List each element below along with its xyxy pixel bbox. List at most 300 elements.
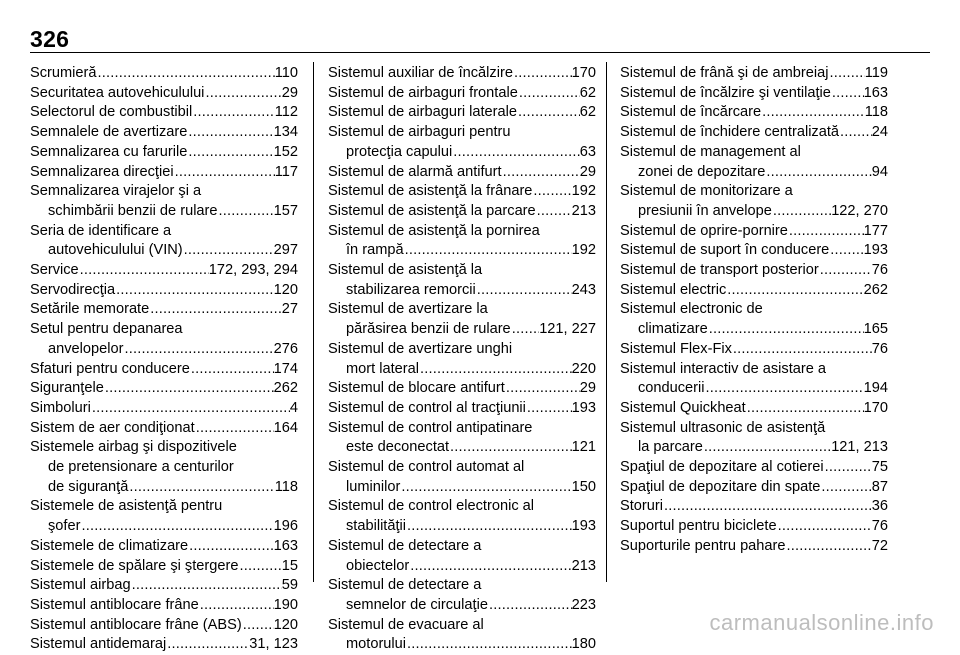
index-entry (30, 123, 298, 143)
entry-term: Sistemul de detectare a (328, 537, 482, 554)
entry-term (30, 399, 298, 419)
entry-text: Sistemul antidemaraj (30, 636, 167, 653)
page-reference: 59 (281, 577, 298, 594)
page-reference: 220 (571, 360, 596, 377)
dot-leader (97, 64, 275, 84)
index-entry (30, 576, 298, 596)
page-reference: 118 (864, 104, 888, 121)
entry-term (620, 64, 888, 84)
entry-text: la parcare (638, 439, 703, 456)
index-entry (620, 64, 888, 84)
index-entry (30, 419, 298, 439)
entry-text: Sistemul de încălzire şi ventilaţie (620, 84, 831, 101)
page-reference: 110 (274, 65, 298, 81)
entry-term: Sistemul de control automat al (328, 459, 525, 476)
page-reference: 157 (273, 202, 298, 219)
entry-term (30, 537, 298, 557)
entry-text: Selectorul de combustibil (30, 104, 193, 121)
index-entry (30, 360, 298, 380)
page-reference: 190 (273, 596, 298, 613)
dot-leader (104, 379, 274, 399)
page-reference: 174 (273, 360, 298, 377)
page-reference: 121, 213 (831, 439, 888, 456)
entry-term (620, 222, 888, 242)
page-reference: 87 (871, 478, 888, 495)
index-entry (30, 399, 298, 419)
dot-leader (406, 517, 572, 537)
entry-term (620, 241, 888, 261)
index-entry (30, 320, 298, 359)
page-reference: 196 (273, 518, 298, 535)
entry-term-continuation (328, 438, 596, 458)
entry-text: este deconectat (346, 439, 450, 456)
entry-term-continuation (328, 478, 596, 498)
entry-term-continuation (328, 320, 596, 340)
index-entry (620, 537, 888, 557)
index-entry (620, 222, 888, 242)
entry-text: Suporturile pentru pahare (620, 537, 786, 554)
page-reference: 180 (571, 636, 596, 653)
dot-leader (839, 123, 872, 143)
dot-leader (404, 241, 572, 261)
index-entry (328, 123, 596, 162)
entry-text: Sistemul de încărcare (620, 104, 762, 121)
dot-leader (115, 281, 273, 301)
index-entry (620, 261, 888, 281)
dot-leader (788, 222, 864, 242)
dot-leader (166, 635, 249, 655)
entry-text: luminilor (346, 478, 401, 495)
index-entry (30, 596, 298, 616)
dot-leader (419, 360, 572, 380)
dot-leader (824, 458, 872, 478)
entry-term (30, 360, 298, 380)
index-column-1 (30, 64, 298, 655)
entry-term: Sistemele de asistenţă pentru (30, 498, 223, 515)
entry-text: Sistemul de frână şi de ambreiaj (620, 65, 829, 81)
entry-text: Sistemul de alarmă antifurt (328, 163, 502, 180)
page-reference: 29 (579, 163, 596, 180)
entry-text: Sistemul de suport în conducere (620, 242, 830, 259)
dot-leader (726, 281, 863, 301)
dot-leader (505, 379, 580, 399)
page-reference: 122, 270 (831, 202, 888, 219)
entry-term (30, 163, 298, 183)
entry-text: stabilităţii (346, 518, 407, 535)
entry-term (30, 84, 298, 104)
entry-term (328, 182, 596, 202)
entry-term (328, 202, 596, 222)
entry-text: Sistemul antiblocare frâne (ABS) (30, 616, 242, 633)
entry-term (30, 419, 298, 439)
index-entry (620, 281, 888, 301)
entry-text: Sistemele de spălare şi ştergere (30, 557, 239, 574)
dot-leader (517, 103, 580, 123)
dot-leader (452, 143, 579, 163)
index-entry (30, 182, 298, 221)
index-entry (620, 84, 888, 104)
dot-leader (703, 438, 831, 458)
dot-leader (187, 123, 273, 143)
index-entry (328, 458, 596, 497)
dot-leader (188, 537, 273, 557)
page-reference: 193 (571, 399, 596, 416)
page-reference: 192 (571, 183, 596, 200)
page-reference: 27 (281, 301, 298, 318)
entry-term (328, 64, 596, 84)
index-entry (328, 103, 596, 123)
dot-leader (195, 419, 274, 439)
page-reference: 276 (273, 340, 298, 357)
index-entry (328, 64, 596, 84)
index-entry (30, 84, 298, 104)
entry-term: Sistemul ultrasonic de asistenţă (620, 419, 826, 436)
index-entry (328, 182, 596, 202)
entry-term (620, 458, 888, 478)
page-reference: 24 (871, 124, 888, 141)
entry-text: Spaţiul de depozitare din spate (620, 478, 821, 495)
dot-leader (502, 163, 580, 183)
entry-term (620, 281, 888, 301)
dot-leader (80, 517, 273, 537)
dot-leader (705, 379, 864, 399)
dot-leader (536, 202, 572, 222)
index-entry (328, 399, 596, 419)
index-entry (620, 123, 888, 143)
entry-term: Setul pentru depanarea (30, 321, 183, 338)
dot-leader (218, 202, 274, 222)
dot-leader (532, 182, 571, 202)
page-reference: 134 (273, 124, 298, 141)
entry-term: Sistemul de avertizare la (328, 301, 488, 318)
dot-leader (488, 596, 572, 616)
entry-text: Sistemul auxiliar de încălzire (328, 65, 513, 81)
dot-leader (772, 202, 831, 222)
index-entry (620, 340, 888, 360)
entry-text: Securitatea autovehiculului (30, 84, 205, 101)
dot-leader (91, 399, 290, 419)
entry-term-continuation (620, 438, 888, 458)
entry-text: şofer (48, 518, 81, 535)
page-reference: 63 (579, 143, 596, 160)
page-number: 326 (30, 26, 70, 52)
index-entry (30, 222, 298, 261)
entry-term (30, 300, 298, 320)
entry-text: Sistemul de asistenţă la parcare (328, 202, 536, 219)
entry-term (328, 399, 596, 419)
entry-text: de siguranţă (48, 478, 129, 495)
dot-leader (204, 84, 281, 104)
page-reference: 243 (571, 281, 596, 298)
entry-term (30, 103, 298, 123)
entry-text: obiectelor (346, 557, 410, 574)
page-reference: 163 (273, 537, 298, 554)
entry-term (620, 478, 888, 498)
dot-leader (831, 84, 864, 104)
index-entry (328, 300, 596, 339)
dot-leader (518, 84, 580, 104)
page-reference: 29 (281, 84, 298, 101)
entry-term-continuation (620, 320, 888, 340)
dot-leader (192, 103, 275, 123)
entry-term: Sistemul de control antipatinare (328, 419, 533, 436)
dot-leader (449, 438, 572, 458)
page-reference: 193 (571, 518, 596, 535)
page-reference: 121, 227 (539, 321, 596, 338)
index-entry (30, 163, 298, 183)
entry-text: Sistemul antiblocare frâne (30, 596, 199, 613)
index-entry (30, 379, 298, 399)
entry-text: autovehiculului (VIN) (48, 242, 183, 259)
entry-term (620, 103, 888, 123)
entry-term-continuation (328, 360, 596, 380)
page-reference: 177 (863, 222, 888, 239)
entry-text: Setările memorate (30, 301, 150, 318)
page-reference: 31, 123 (249, 636, 298, 653)
header-rule (30, 52, 930, 53)
index-entry (620, 478, 888, 498)
entry-term (30, 123, 298, 143)
page-reference: 75 (871, 459, 888, 476)
entry-term-continuation (620, 202, 888, 222)
entry-term (30, 379, 298, 399)
entry-text: Sistemul de airbaguri frontale (328, 84, 518, 101)
page-reference: 192 (571, 242, 596, 259)
dot-leader (183, 241, 274, 261)
index-entry (328, 419, 596, 458)
entry-text: Sistemul de airbaguri laterale (328, 104, 518, 121)
entry-term (620, 340, 888, 360)
entry-text: zonei de depozitare (638, 163, 766, 180)
entry-text: Sistemul de control al tracţiunii (328, 399, 526, 416)
index-entry (328, 202, 596, 222)
entry-term (620, 123, 888, 143)
page-reference: 15 (281, 557, 298, 574)
dot-leader (708, 320, 864, 340)
index-entry (620, 458, 888, 478)
index-entry (30, 300, 298, 320)
entry-term: Sistemul de monitorizare a (620, 183, 793, 200)
entry-text: Sfaturi pentru conducere (30, 360, 190, 377)
entry-term (30, 596, 298, 616)
column-divider (313, 62, 314, 582)
entry-term (30, 143, 298, 163)
page-reference: 297 (273, 242, 298, 259)
entry-text: anvelopelor (48, 340, 124, 357)
entry-text: Service (30, 262, 79, 279)
entry-term (620, 537, 888, 557)
index-entry (328, 261, 596, 300)
index-entry (328, 222, 596, 261)
entry-term (30, 635, 298, 655)
page-reference: 72 (871, 537, 888, 554)
entry-text: părăsirea benzii de rulare (346, 321, 511, 338)
entry-term (620, 497, 888, 517)
entry-text: Semnalele de avertizare (30, 124, 188, 141)
index-entry (30, 557, 298, 577)
page-reference: 262 (273, 380, 298, 397)
entry-text: Suportul pentru biciclete (620, 518, 777, 535)
page-reference: 165 (863, 321, 888, 338)
dot-leader (242, 616, 274, 636)
entry-term-continuation (30, 478, 298, 498)
entry-term-continuation (30, 202, 298, 222)
entry-text: Sistemul de transport posterior (620, 262, 819, 279)
dot-leader (409, 557, 571, 577)
index-entry (30, 261, 298, 281)
page-reference: 118 (274, 478, 298, 495)
entry-text: stabilizarea remorcii (346, 281, 476, 298)
entry-text: Semnalizarea direcţiei (30, 163, 174, 180)
index-entry (620, 300, 888, 339)
page-reference: 262 (863, 281, 888, 298)
dot-leader (513, 64, 572, 84)
index-entry (30, 616, 298, 636)
entry-term (30, 557, 298, 577)
dot-leader (131, 576, 282, 596)
page-reference: 119 (864, 65, 888, 81)
dot-leader (476, 281, 572, 301)
entry-text: Spaţiul de depozitare al cotierei (620, 459, 824, 476)
entry-text: Sistemele de climatizare (30, 537, 189, 554)
entry-term: Sistemul de airbaguri pentru (328, 124, 511, 141)
dot-leader (746, 399, 864, 419)
index-entry (30, 281, 298, 301)
page-reference: 112 (274, 104, 298, 121)
entry-term: Sistemele airbag şi dispozitivele (30, 439, 237, 456)
page-reference: 76 (871, 518, 888, 535)
entry-text: semnelor de circulaţie (346, 596, 488, 613)
column-divider (606, 62, 607, 582)
entry-term: Semnalizarea virajelor şi a (30, 183, 202, 200)
index-entry (30, 64, 298, 84)
index-entry (30, 537, 298, 557)
entry-term (620, 261, 888, 281)
page-reference: 213 (571, 202, 596, 219)
dot-leader (79, 261, 209, 281)
entry-term-continuation (328, 281, 596, 301)
page-reference: 76 (871, 340, 888, 357)
index-entry (30, 635, 298, 655)
entry-text: Sistemul Quickheat (620, 399, 746, 416)
page-reference: 117 (274, 163, 298, 180)
page-reference: 170 (863, 399, 888, 416)
index-entry (30, 103, 298, 123)
dot-leader (238, 557, 281, 577)
entry-term-continuation (30, 517, 298, 537)
entry-term-continuation (620, 163, 888, 183)
index-column-3 (620, 64, 888, 557)
dot-leader (828, 64, 864, 84)
entry-text: Sistemul airbag (30, 577, 131, 594)
entry-term: Sistemul de management al (620, 143, 801, 160)
dot-leader (149, 300, 282, 320)
index-entry (328, 576, 596, 615)
entry-term (620, 517, 888, 537)
entry-term: Seria de identificare a (30, 222, 172, 239)
entry-term (30, 261, 298, 281)
index-entry (620, 143, 888, 182)
index-entry (328, 379, 596, 399)
dot-leader (829, 241, 863, 261)
page-reference: 120 (273, 281, 298, 298)
entry-term (328, 103, 596, 123)
entry-text: Sistemul de blocare antifurt (328, 380, 505, 397)
index-entry (30, 497, 298, 536)
entry-term (328, 379, 596, 399)
dot-leader (732, 340, 872, 360)
entry-text: Sistemul electric (620, 281, 727, 298)
page-reference: 170 (571, 65, 596, 81)
dot-leader (761, 103, 865, 123)
entry-term: Sistemul de detectare a (328, 577, 482, 594)
entry-term (620, 84, 888, 104)
dot-leader (123, 340, 273, 360)
page-reference: 120 (273, 616, 298, 633)
page-reference: 62 (579, 104, 596, 121)
index-column-2 (328, 64, 596, 655)
entry-term: Sistemul de avertizare unghi (328, 340, 513, 357)
entry-term-continuation (30, 241, 298, 261)
entry-term (30, 576, 298, 596)
dot-leader (786, 537, 872, 557)
dot-leader (526, 399, 572, 419)
entry-term (328, 163, 596, 183)
entry-term-continuation (30, 340, 298, 360)
page-reference: 94 (871, 163, 888, 180)
page-reference: 172, 293, 294 (208, 262, 298, 279)
index-entry (620, 497, 888, 517)
entry-text: Semnalizarea cu farurile (30, 143, 188, 160)
page-reference: 164 (273, 419, 298, 436)
entry-term-continuation (328, 517, 596, 537)
entry-term-continuation (328, 557, 596, 577)
entry-term-continuation (328, 143, 596, 163)
index-entry (328, 497, 596, 536)
index-entry (30, 143, 298, 163)
dot-leader (128, 478, 274, 498)
page-reference: 76 (871, 262, 888, 279)
index-entry (30, 438, 298, 497)
entry-text: motorului (346, 636, 407, 653)
entry-text: Sistemul de asistenţă la frânare (328, 183, 533, 200)
page-reference: 194 (863, 380, 888, 397)
index-entry (328, 537, 596, 576)
entry-text: protecţia capului (346, 143, 453, 160)
entry-term: Sistemul electronic de (620, 301, 763, 318)
entry-term-continuation (620, 379, 888, 399)
entry-text: Sistemul de oprire-pornire (620, 222, 788, 239)
dot-leader (820, 478, 871, 498)
entry-term (328, 84, 596, 104)
entry-text: Storuri (620, 498, 663, 515)
dot-leader (187, 143, 273, 163)
page-reference: 213 (571, 557, 596, 574)
page-reference: 62 (579, 84, 596, 101)
page-reference: 223 (571, 596, 596, 613)
index-entry (328, 616, 596, 655)
entry-text: Sistemul Flex-Fix (620, 340, 732, 357)
entry-text: Siguranţele (30, 380, 104, 397)
page-reference: 193 (863, 242, 888, 259)
entry-term: Sistemul de control electronic al (328, 498, 535, 515)
entry-text: climatizare (638, 321, 708, 338)
index-entry (328, 84, 596, 104)
entry-text: presiunii în anvelope (638, 202, 772, 219)
page-reference: 152 (273, 143, 298, 160)
entry-text: Simboluri (30, 399, 91, 416)
entry-text: Sistem de aer condiţionat (30, 419, 195, 436)
